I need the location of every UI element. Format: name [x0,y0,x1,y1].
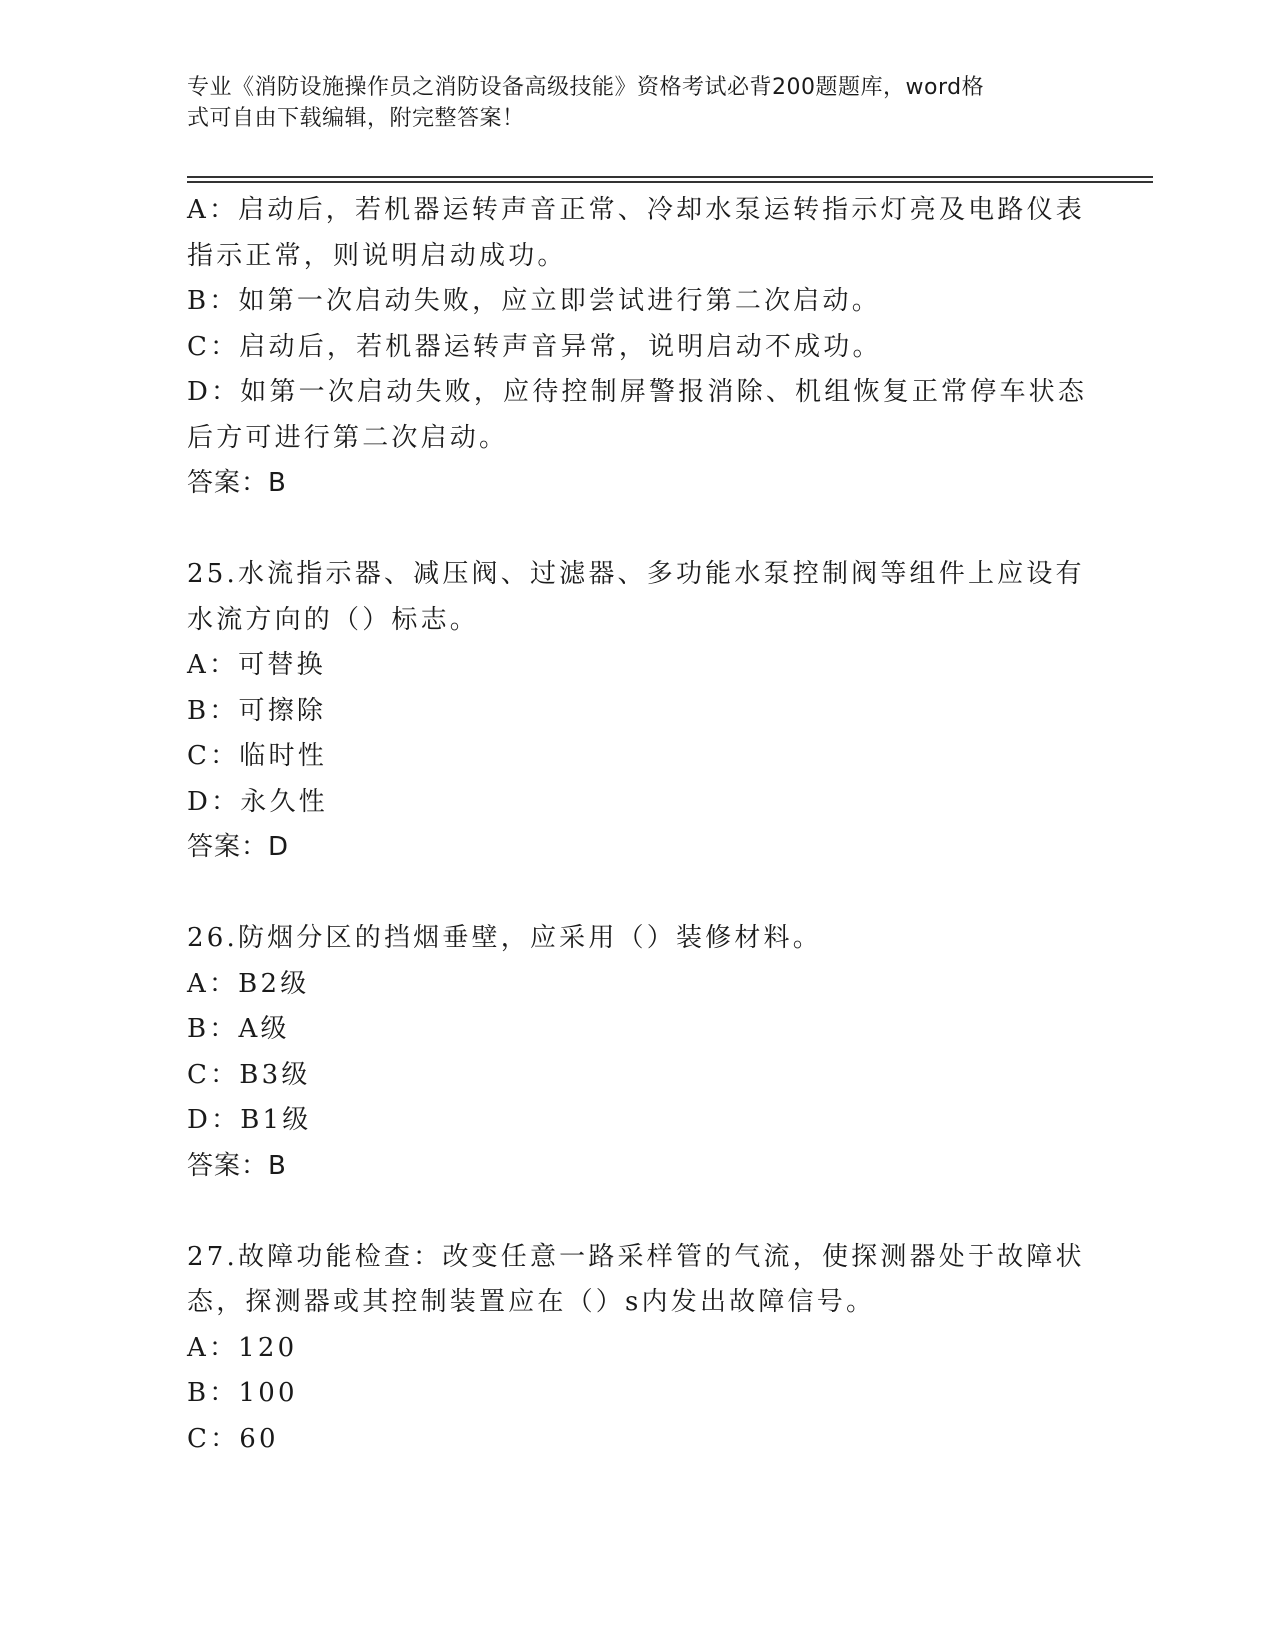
option-c: C：B3级 [187,1059,311,1090]
header-divider-bottom [187,181,1153,183]
spacer [187,507,1067,553]
question-block-27 [187,1235,1085,1463]
spacer [187,871,1067,917]
option-a-line-1: A：启动后，若机器运转声音正常、冷却水泵运转指示灯亮及电路仪表 [187,195,1085,225]
question-block-25 [187,552,1085,871]
option-d-line-2: 后方可进行第二次启动。 [187,422,509,453]
question-list [187,188,1088,1462]
option-a-line-2: 指示正常，则说明启动成功。 [187,240,567,271]
document-header [187,72,1067,134]
option-b: B：A级 [187,1014,290,1044]
answer: 答案：B [187,468,287,498]
option-d: D：B1级 [187,1105,312,1135]
option-b: B：可擦除 [187,695,327,726]
header-divider-top [187,176,1153,178]
option-c: C：60 [187,1423,279,1454]
question-stem-line-2: 水流方向的（）标志。 [187,604,480,635]
question-stem-line-2: 态，探测器或其控制装置应在（）s内发出故障信号。 [187,1287,876,1317]
option-d: D：永久性 [187,786,328,817]
option-a: A：120 [187,1332,298,1363]
question-stem: 26.防烟分区的挡烟垂壁，应采用（）装修材料。 [187,923,822,953]
question-block-26 [187,916,1067,1189]
question-stem-line-1: 25.水流指示器、减压阀、过滤器、多功能水泵控制阀等组件上应设有 [187,559,1085,589]
option-a: A：可替换 [187,650,326,680]
spacer [187,1189,1067,1235]
answer: 答案：B [187,1150,287,1181]
question-block-prev [187,188,1088,507]
option-b: B：如第一次启动失败，应立即尝试进行第二次启动。 [187,286,881,316]
header-title-line-2: 式可自由下载编辑，附完整答案！ [187,106,525,131]
question-stem-line-1: 27.故障功能检查：改变任意一路采样管的气流，使探测器处于故障状 [187,1241,1085,1272]
header-title-line-1: 专业《消防设施操作员之消防设备高级技能》资格考试必背200题题库，word格 [187,75,985,100]
option-b: B：100 [187,1378,298,1408]
option-c: C：临时性 [187,741,327,771]
option-a: A：B2级 [187,968,310,999]
option-c: C：启动后，若机器运转声音异常，说明启动不成功。 [187,331,882,362]
answer: 答案：D [187,832,290,862]
option-d-line-1: D：如第一次启动失败，应待控制屏警报消除、机组恢复正常停车状态 [187,377,1088,407]
